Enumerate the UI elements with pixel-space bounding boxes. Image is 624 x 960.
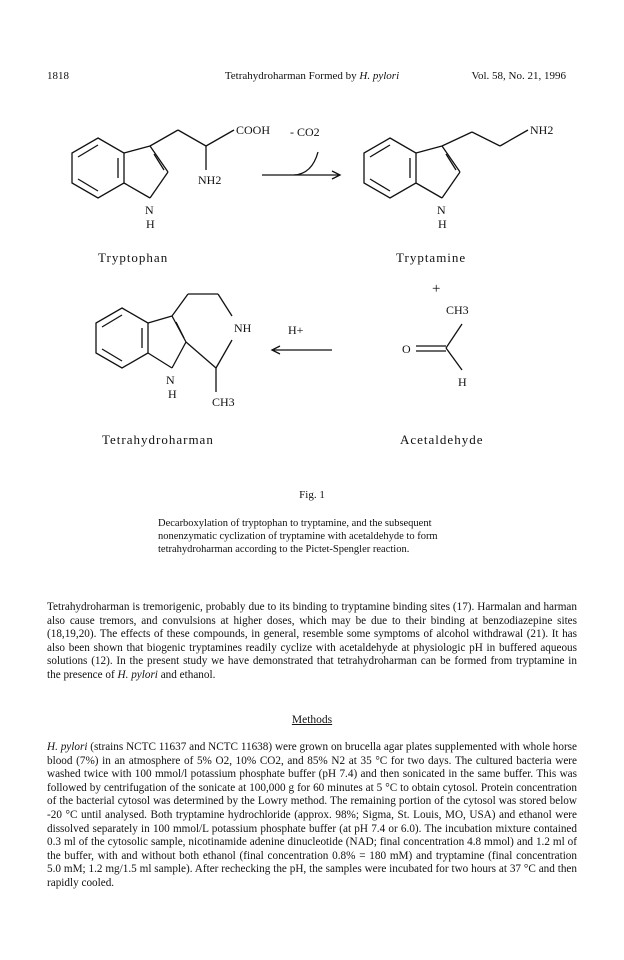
tetrahydroharman-nh: NH	[234, 321, 252, 335]
tetrahydroharman-structure	[96, 294, 232, 392]
acetaldehyde-name: Acetaldehyde	[400, 432, 484, 447]
acetaldehyde-h: H	[458, 375, 467, 389]
acetaldehyde-ch3: CH3	[446, 303, 469, 317]
acetaldehyde-o: O	[402, 342, 411, 356]
tryptophan-cooh: COOH	[236, 123, 271, 137]
tetrahydroharman-name: Tetrahydroharman	[102, 432, 214, 447]
intro-end: and ethanol.	[157, 668, 216, 681]
figure-description: Decarboxylation of tryptophan to tryptamine, and the subsequent nonenzymatic cyclization of tryptamine with acetaldehyde to form tetrahydroharman according to the Pictet-Spengler reaction.	[158, 518, 438, 555]
methods-text: (strains NCTC 11637 and NCTC 11638) were grown on brucella agar plates supplemented with whole horse blood (7%) in an atmosphere of 5% O2, 10% CO2, and 85% N2 at 35 °C for two days. The cultured bacteria were washed twice with 100 mmol/l potassium phosphate buffer (pH 7.4) and then sonicated in the same buffer. This was followed by centrifugation of the sonicate at 100,000 g for 60 minutes at 5 °C to obtain cytosol. Protein concentration of the bacterial cytosol was determined by the Lowry method. The remaining portion of the cytosol was stored below -20 °C until analysed. Both tryptamine hydrochloride (approx. 98%; Sigma, St. Louis, MO, USA) and ethanol were dissolved separately in 100 mmol/L potassium phosphate buffer (at pH 7.4 or 6.0). The incubation mixture contained 0.3 ml of the cytosolic sample, nicotinamide adenine dinucleotide (NAD; final concentration 4.8 mmol) and 1.2 ml of the buffer, with and without both ethanol (final concentration 0.8% = 180 mM) and tryptamine (final concentration 5.0 mM; 1.2 mg/1.5 ml sample). After rechecking the pH, the samples were incubated for two hours at 37 °C and then rapidly cooled.	[47, 741, 577, 889]
tryptamine-n: N	[437, 203, 446, 217]
figure-caption: Fig. 1	[299, 489, 325, 501]
tryptamine-nh2: NH2	[530, 123, 554, 137]
volume-info: Vol. 58, No. 21, 1996	[471, 70, 566, 82]
tetrahydroharman-h: H	[168, 387, 177, 401]
tryptophan-structure	[72, 130, 234, 198]
tryptamine-name: Tryptamine	[396, 250, 467, 265]
tetrahydroharman-ch3: CH3	[212, 395, 235, 409]
methods-paragraph	[47, 741, 577, 891]
tryptophan-h: H	[146, 217, 155, 231]
co2-loss-label: - CO2	[290, 125, 320, 139]
tryptophan-nh2: NH2	[198, 173, 222, 187]
methods-heading: Methods	[291, 714, 333, 726]
reaction-scheme	[0, 100, 624, 460]
running-title-text: Tetrahydroharman Formed by	[224, 70, 360, 82]
tryptophan-n: N	[145, 203, 154, 217]
intro-organism: H. pylori	[117, 668, 158, 681]
tryptophan-name: Tryptophan	[98, 250, 169, 265]
acid-catalyst: H+	[288, 323, 304, 337]
tryptamine-structure	[364, 130, 528, 198]
running-title-organism: H. pylori	[359, 70, 400, 82]
intro-text: Tetrahydroharman is tremorigenic, probably due to its binding to tryptamine binding sites (17). Harmalan and harman also cause tremors, and convulsions at higher doses, which may be due to their binding at benzodiazepine sites (18,19,20). The effects of these compounds, in general, resemble some symptoms of alcohol withdrawal (21). It has also been shown that biogenic tryptamines readily cyclize with acetaldehyde at physiologic pH in buffered aqueous solutions (12). In the present study we have demonstrated that tetrahydroharman can be formed from tryptamine in the presence of	[47, 601, 577, 681]
plus-sign: +	[432, 281, 441, 297]
page-number: 1818	[47, 70, 69, 82]
methods-organism: H. pylori	[47, 741, 88, 753]
acetaldehyde-structure	[416, 324, 462, 370]
intro-paragraph	[47, 601, 577, 683]
tryptamine-h: H	[438, 217, 447, 231]
tetrahydroharman-n: N	[166, 373, 175, 387]
